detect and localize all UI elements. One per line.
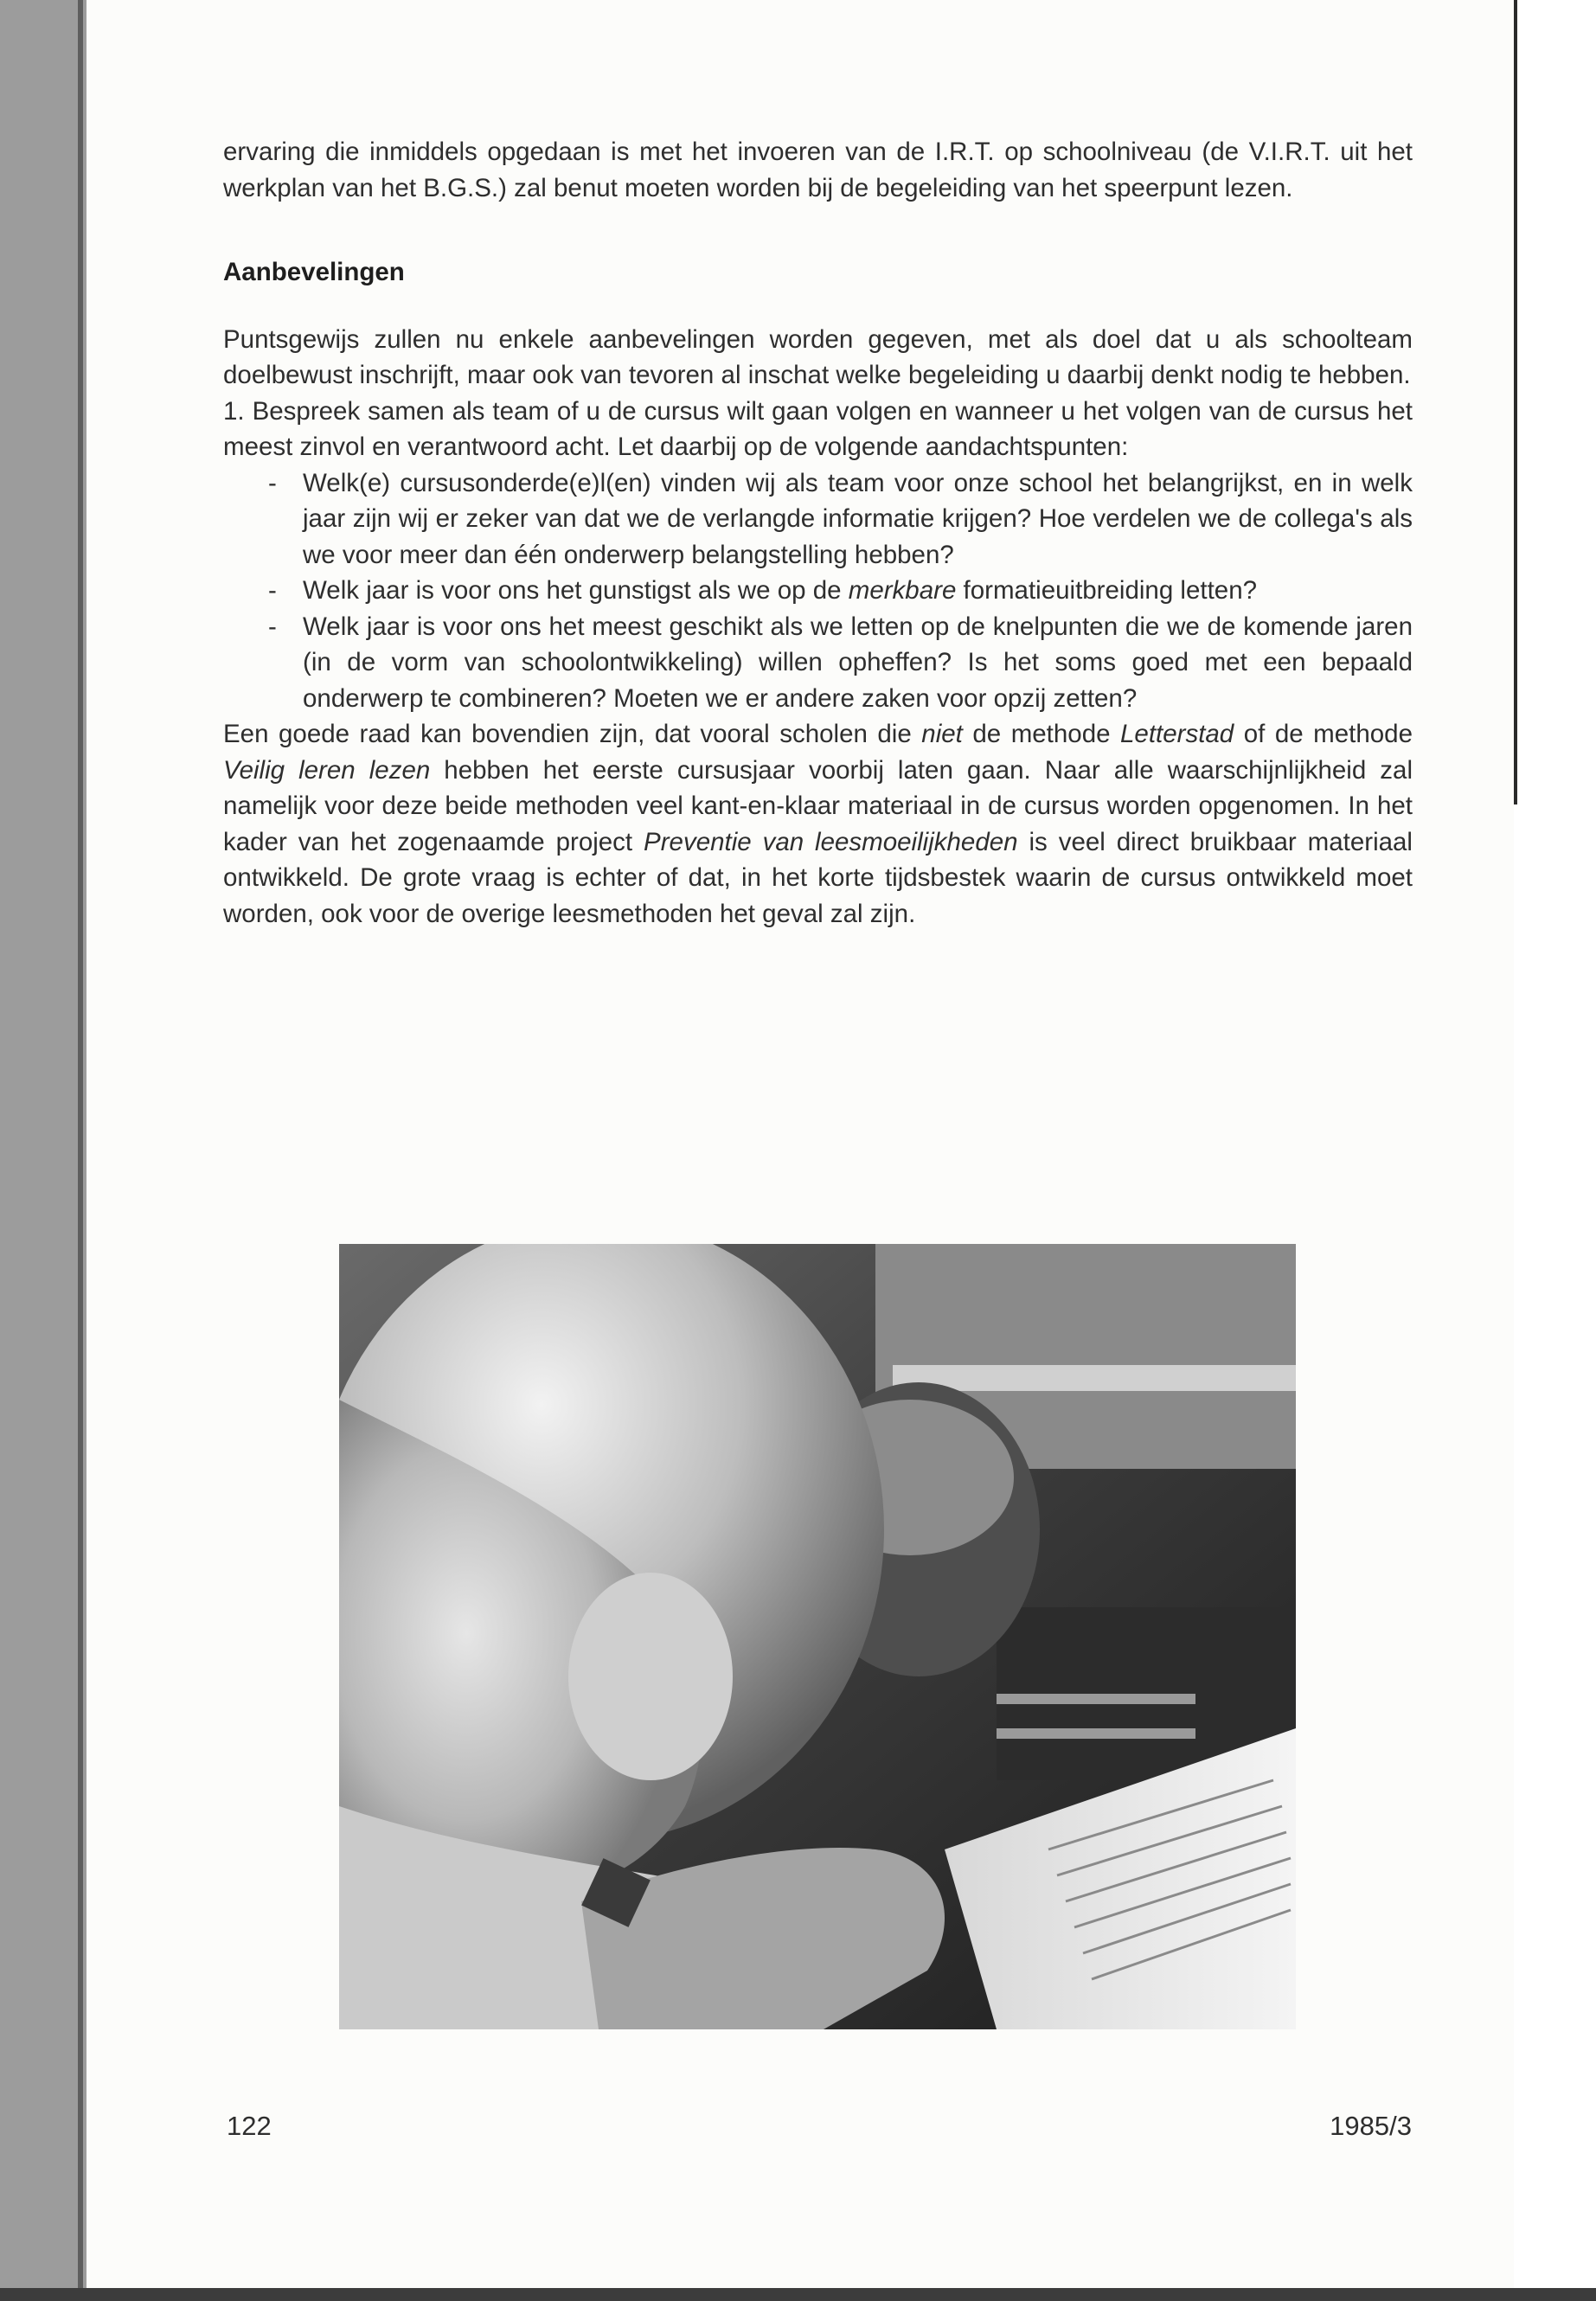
bullet-dash: - <box>268 576 277 605</box>
list-item-text: Welk(e) cursusonderde(e)l(en) vinden wij als team voor onze school het belangrijkst, en in welk jaar zijn wij er zeker van dat we de verlangde informatie krijgen? Hoe verdelen we de collega's als we voor meer dan één onderwerp belangstelling hebben? <box>303 468 1413 569</box>
attention-points-list <box>268 465 1413 717</box>
list-item <box>268 573 1413 609</box>
advice-paragraph <box>223 716 1413 932</box>
article-body <box>223 134 1413 932</box>
page-number: 122 <box>227 2111 272 2141</box>
photo-illustration <box>339 1244 1296 2029</box>
text-part: is veel direct bruikbaar materiaal ontwikkeld. De grote vraag is echter of dat, in het korte tijdsbestek waarin de cursus ontwikkeld moet worden, ook voor de overige leesmethoden het geval zal zijn. <box>223 827 1413 928</box>
emphasis: merkbare <box>848 576 957 605</box>
list-item-text-part: Welk jaar is voor ons het gunstigst als we op de <box>303 576 849 605</box>
text-part: de methode <box>962 720 1121 748</box>
emphasis: Preventie van leesmoeilijkheden <box>644 827 1018 856</box>
emphasis: Veilig leren lezen <box>223 755 431 785</box>
emphasis: niet <box>921 720 963 748</box>
scan-edge-left <box>78 0 83 2301</box>
emphasis: Letterstad <box>1120 720 1234 748</box>
list-item-text-part: formatieuitbreiding letten? <box>956 576 1258 605</box>
issue-number: 1985/3 <box>1330 2111 1412 2141</box>
point-1: 1. Bespreek samen als team of u de cursus wilt gaan volgen en wanneer u het volgen van de cursus het meest zinvol en verantwoord acht. Let daarbij op de volgende aandachtspunten: <box>223 396 1413 461</box>
list-item <box>268 465 1413 574</box>
recommendations-intro: Puntsgewijs zullen nu enkele aanbevelingen worden gegeven, met als doel dat u als schoolteam doelbewust inschrijft, maar ook van tevoren al inschat welke begeleiding u daarbij denkt nodig te hebben. <box>223 324 1413 389</box>
bullet-dash: - <box>268 468 277 497</box>
photo-child-reading <box>339 1244 1296 2029</box>
intro-paragraph: ervaring die inmiddels opgedaan is met het invoeren van de I.R.T. op schoolniveau (de V.I.R.T. uit het werkplan van het B.G.S.) zal benut moeten worden bij de begeleiding van het speerpunt lezen. <box>223 138 1413 202</box>
bullet-dash: - <box>268 612 277 641</box>
scan-border-bottom <box>0 2288 1596 2301</box>
scan-border-right <box>1516 0 1596 2301</box>
text-part: Een goede raad kan bovendien zijn, dat vooral scholen die <box>223 720 922 748</box>
text-part: hebben het eerste cursusjaar voorbij laten gaan. Naar alle waarschijnlijkheid zal namelijk voor deze beide methoden veel kant-en-klaar materiaal in de cursus worden opgenomen. In het kader van het zogenaamde project <box>223 755 1413 856</box>
list-item-text <box>303 576 1257 605</box>
section-heading: Aanbevelingen <box>223 258 405 286</box>
scan-border-left <box>0 0 87 2301</box>
list-item <box>268 609 1413 717</box>
text-part: of de methode <box>1234 720 1413 748</box>
scan-edge-right <box>1514 0 1517 804</box>
list-item-text: Welk jaar is voor ons het meest geschikt als we letten op de knelpunten die we de komende jaren (in de vorm van schoolontwikkeling) willen opheffen? Is het soms goed met een bepaald onderwerp te combineren? Moeten we er andere zaken voor opzij zetten? <box>303 612 1413 713</box>
